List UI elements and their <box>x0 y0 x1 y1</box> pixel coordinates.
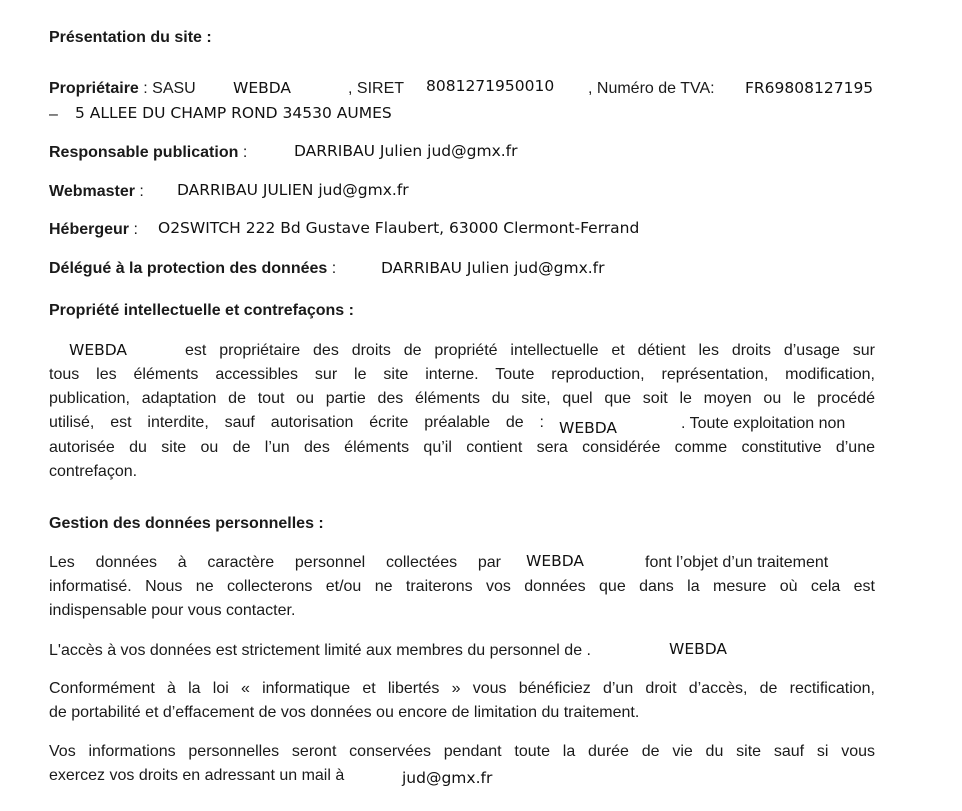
data-p1-b: font l’objet d’un traitement <box>645 554 829 571</box>
data-p1-a: Les données à caractère personnel collectées par <box>49 554 501 571</box>
ip-line-4b: . Toute exploitation non <box>681 415 846 432</box>
host-sep: : <box>133 221 138 238</box>
host-row <box>49 221 138 239</box>
ip-line-6: contrefaçon. <box>49 463 138 480</box>
ip-line-5: autorisée du site ou de l’un des éléments qu’il contient sera considérée comme constitutive d’une <box>49 439 875 456</box>
siret-label: , SIRET <box>348 80 405 97</box>
data-p3-a: Conformément à la loi « informatique et libertés » vous bénéficiez d’un droit d’accès, de rectification, <box>49 680 875 697</box>
publication-field: DARRIBAU Julien jud@gmx.fr <box>294 142 518 160</box>
dpo-row <box>49 260 336 278</box>
webmaster-row <box>49 183 144 201</box>
host-field: O2SWITCH 222 Bd Gustave Flaubert, 63000 Clermont-Ferrand <box>158 219 640 237</box>
ip-line-3: publication, adaptation de tout ou partie des éléments du site, quel que soit le moyen ou le procédé <box>49 390 875 407</box>
owner-row <box>49 80 196 98</box>
siret-field: 8081271950010 <box>426 77 555 95</box>
address-field: 5 ALLEE DU CHAMP ROND 34530 AUMES <box>75 104 392 122</box>
data-p1-c: informatisé. Nous ne collecterons et/ou ne traiterons vos données que dans la mesure où cela est <box>49 578 875 595</box>
data-p1-d: indispensable pour vous contacter. <box>49 602 296 619</box>
owner-label: Propriétaire <box>49 80 139 97</box>
webmaster-field: DARRIBAU JULIEN jud@gmx.fr <box>177 181 409 199</box>
publication-label: Responsable publication <box>49 144 239 161</box>
ip-line-4a: utilisé, est interdite, sauf autorisation écrite préalable de : <box>49 414 544 431</box>
ip-company-field-2: WEBDA <box>559 419 618 437</box>
owner-company-field: WEBDA <box>233 79 292 97</box>
owner-legal-form: : SASU <box>143 80 196 97</box>
data-company-field: WEBDA <box>526 552 585 570</box>
address-dash: – <box>49 106 58 123</box>
webmaster-sep: : <box>139 183 144 200</box>
dpo-label: Délégué à la protection des données <box>49 260 328 277</box>
data-p4-a: Vos informations personnelles seront conservées pendant toute la durée de vie du site sauf si vous <box>49 743 875 760</box>
data-p3-b: de portabilité et d’effacement de vos données ou encore de limitation du traitement. <box>49 704 640 721</box>
ip-heading: Propriété intellectuelle et contrefaçons : <box>49 302 354 319</box>
data-p2: L'accès à vos données est strictement limité aux membres du personnel de . <box>49 642 591 659</box>
host-label: Hébergeur <box>49 221 130 238</box>
dpo-field: DARRIBAU Julien jud@gmx.fr <box>381 259 605 277</box>
publication-row <box>49 144 247 162</box>
webmaster-label: Webmaster <box>49 183 135 200</box>
data-heading: Gestion des données personnelles : <box>49 515 324 532</box>
data-p4-b: exercez vos droits en adressant un mail à <box>49 767 345 784</box>
tva-field: FR69808127195 <box>745 79 874 97</box>
dpo-sep: : <box>331 260 337 277</box>
tva-label: , Numéro de TVA: <box>588 80 715 97</box>
email-field[interactable]: jud@gmx.fr <box>402 769 493 787</box>
ip-company-field: WEBDA <box>69 341 128 359</box>
data-company-field-2: WEBDA <box>669 640 728 658</box>
ip-line-2: tous les éléments accessibles sur le site interne. Toute reproduction, représentation, modification, <box>49 366 875 383</box>
publication-sep: : <box>242 144 248 161</box>
page-title: Présentation du site : <box>49 29 212 46</box>
ip-line-1: est propriétaire des droits de propriété intellectuelle et détient les droits d’usage sur <box>185 342 875 359</box>
